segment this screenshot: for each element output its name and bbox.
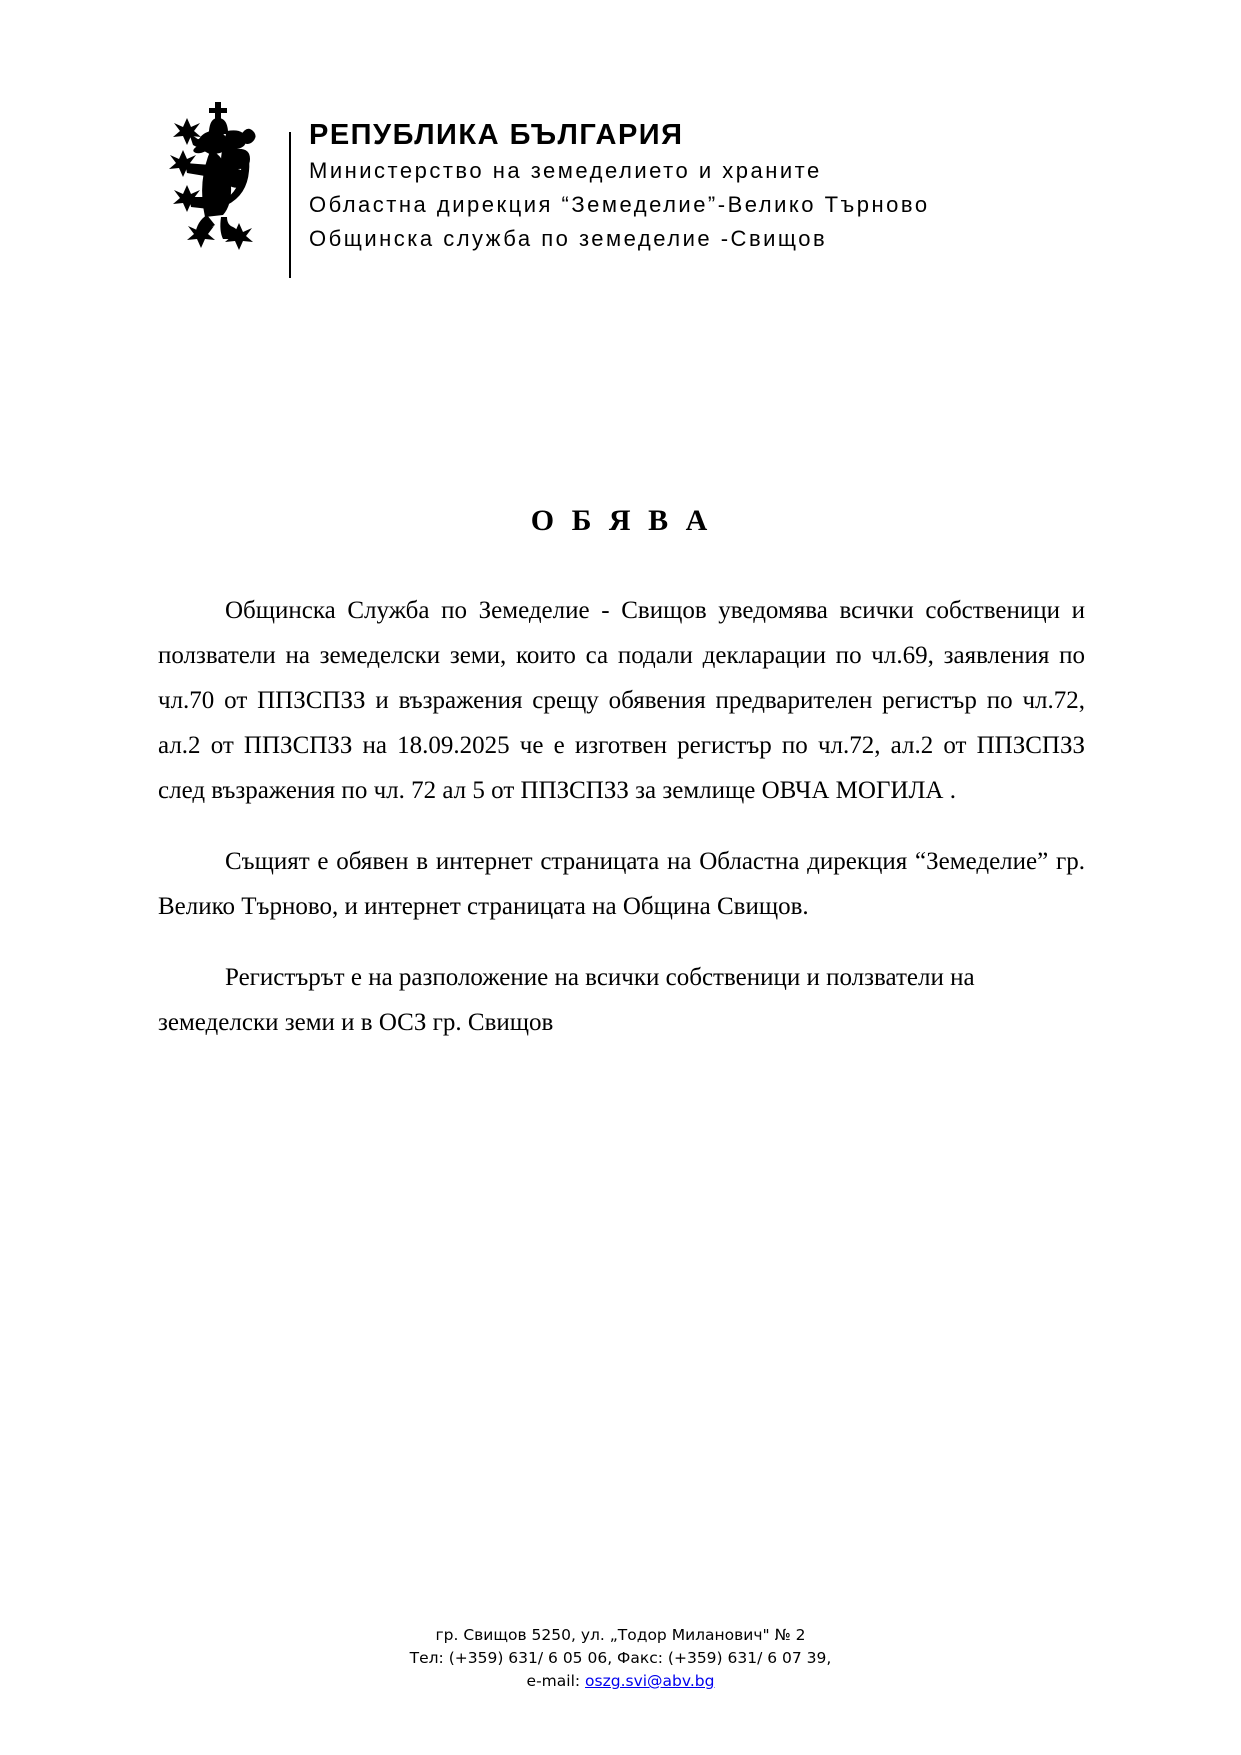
document-body (158, 588, 1085, 1071)
bulgarian-lion-coat-of-arms-icon (163, 100, 275, 250)
email-label: e-mail: (526, 1672, 586, 1690)
footer-address: гр. Свищов 5250, ул. „Тодор Миланович" № 2 (435, 1626, 806, 1644)
body-paragraph-announcement: Общинска Служба по Земеделие - Свищов уведомява всички собственици и ползватели на земеделски земи, които са подали декларации по чл.69, заявления по чл.70 от ППЗСПЗЗ и възражения срещу обявения предварителен регистър по чл.72, ал.2 от ППЗСПЗЗ на 18.09.2025 че е изготвен регистър по чл.72, ал.2 от ППЗСПЗЗ след възражения по чл. 72 ал 5 от ППЗСПЗЗ за землище ОВЧА МОГИЛА . (158, 597, 1085, 804)
body-paragraph-publication: Същият е обявен в интернет страницата на Областна дирекция “Земеделие” гр. Велико Търново, и интернет страницата на Община Свищов. (158, 848, 1085, 920)
email-link[interactable]: oszg.svi@abv.bg (585, 1672, 715, 1690)
page-footer (0, 1624, 1241, 1693)
letterhead (163, 100, 930, 278)
body-paragraph-availability: Регистърът е на разположение на всички собственици и ползватели на земеделски земи и в ОСЗ гр. Свищов (158, 964, 975, 1036)
letterhead-divider (289, 132, 291, 278)
republic-title: РЕПУБЛИКА БЪЛГАРИЯ (309, 119, 684, 151)
footer-email-line (0, 1670, 1241, 1693)
footer-phone-fax: Тел: (+359) 631/ 6 05 06, Факс: (+359) 631/ 6 07 39, (409, 1649, 832, 1667)
letterhead-text (309, 100, 930, 256)
document-title: О Б Я В А (530, 504, 713, 537)
municipal-office-line: Общинска служба по земеделие -Свищов (309, 226, 828, 251)
ministry-line: Министерство на земеделието и храните (309, 158, 822, 183)
regional-directorate-line: Областна дирекция “Земеделие”-Велико Търново (309, 192, 930, 217)
